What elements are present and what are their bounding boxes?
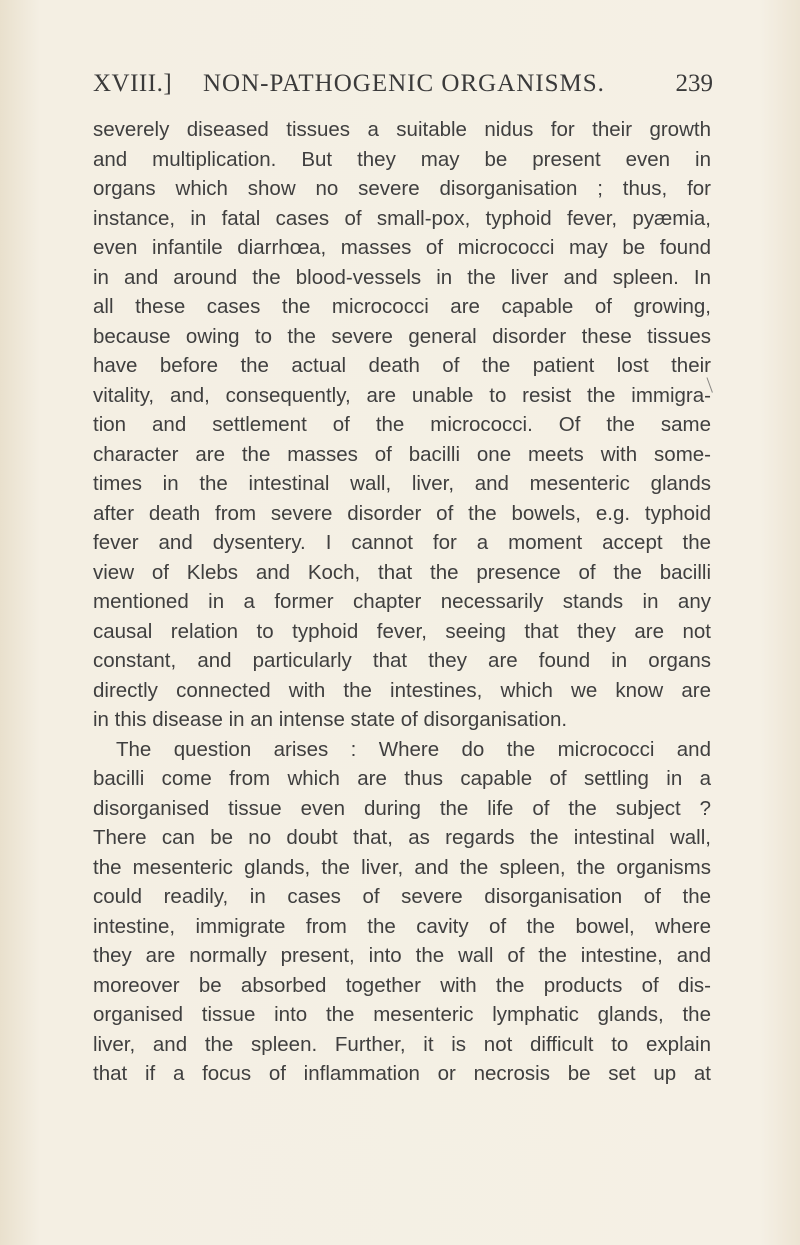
text-line: liver, and the spleen. Further, it is not difficult to explain <box>93 1032 711 1056</box>
text-line: in this disease in an intense state of disorganisation. <box>93 708 568 731</box>
text-line: intestine, immigrate from the cavity of the bowel, where <box>93 914 711 938</box>
text-line: The question arises : Where do the micrococci and <box>116 737 711 761</box>
text-line: organs which show no severe disorganisation ; thus, for <box>93 177 711 200</box>
text-line: moreover be absorbed together with the products of dis- <box>93 973 711 997</box>
text-line: severely diseased tissues a suitable nidus for their growth <box>93 118 711 141</box>
text-line: character are the masses of bacilli one meets with some- <box>93 442 711 466</box>
text-line: bacilli come from which are thus capable of settling in a <box>93 767 711 790</box>
text-line: and multiplication. But they may be present even in <box>93 147 711 171</box>
text-line: because owing to the severe general disorder these tissues <box>93 324 711 348</box>
running-title: NON-PATHOGENIC ORGANISMS. <box>203 70 605 97</box>
text-line: view of Klebs and Koch, that the presence of the bacilli <box>93 560 711 584</box>
text-line: the mesenteric glands, the liver, and the spleen, the organisms <box>93 855 711 879</box>
text-line: constant, and particularly that they are found in organs <box>93 649 711 672</box>
text-line: could readily, in cases of severe disorganisation of the <box>93 885 711 908</box>
text-line: tion and settlement of the micrococci. Of the same <box>93 413 711 436</box>
text-line: vitality, and, consequently, are unable to resist the immigra- <box>93 383 711 407</box>
text-line: times in the intestinal wall, liver, and mesenteric glands <box>93 472 711 495</box>
text-line: in and around the blood-vessels in the liver and spleen. In <box>93 265 711 289</box>
body-text <box>93 115 711 1089</box>
text-line: There can be no doubt that, as regards the intestinal wall, <box>93 826 711 849</box>
chapter-number: XVIII.] <box>93 70 173 97</box>
text-line: instance, in fatal cases of small-pox, typhoid fever, pyæmia, <box>93 206 711 230</box>
text-line: directly connected with the intestines, which we know are <box>93 678 711 702</box>
text-line: that if a focus of inflammation or necrosis be set up at <box>93 1062 711 1085</box>
text-line: mentioned in a former chapter necessarily stands in any <box>93 590 711 613</box>
text-line: causal relation to typhoid fever, seeing that they are not <box>93 619 711 643</box>
text-line: all these cases the micrococci are capable of growing, <box>93 295 711 318</box>
text-line: disorganised tissue even during the life of the subject ? <box>93 796 711 820</box>
page-header <box>93 70 713 110</box>
text-line: after death from severe disorder of the bowels, e.g. typhoid <box>93 501 711 525</box>
text-line: they are normally present, into the wall of the intestine, and <box>93 944 711 967</box>
page-number: 239 <box>675 70 713 97</box>
text-line: organised tissue into the mesenteric lymphatic glands, the <box>93 1003 711 1026</box>
text-line: have before the actual death of the patient lost their <box>93 354 711 377</box>
text-line: even infantile diarrhœa, masses of micrococci may be found <box>93 236 711 259</box>
text-line: fever and dysentery. I cannot for a moment accept the <box>93 531 711 554</box>
